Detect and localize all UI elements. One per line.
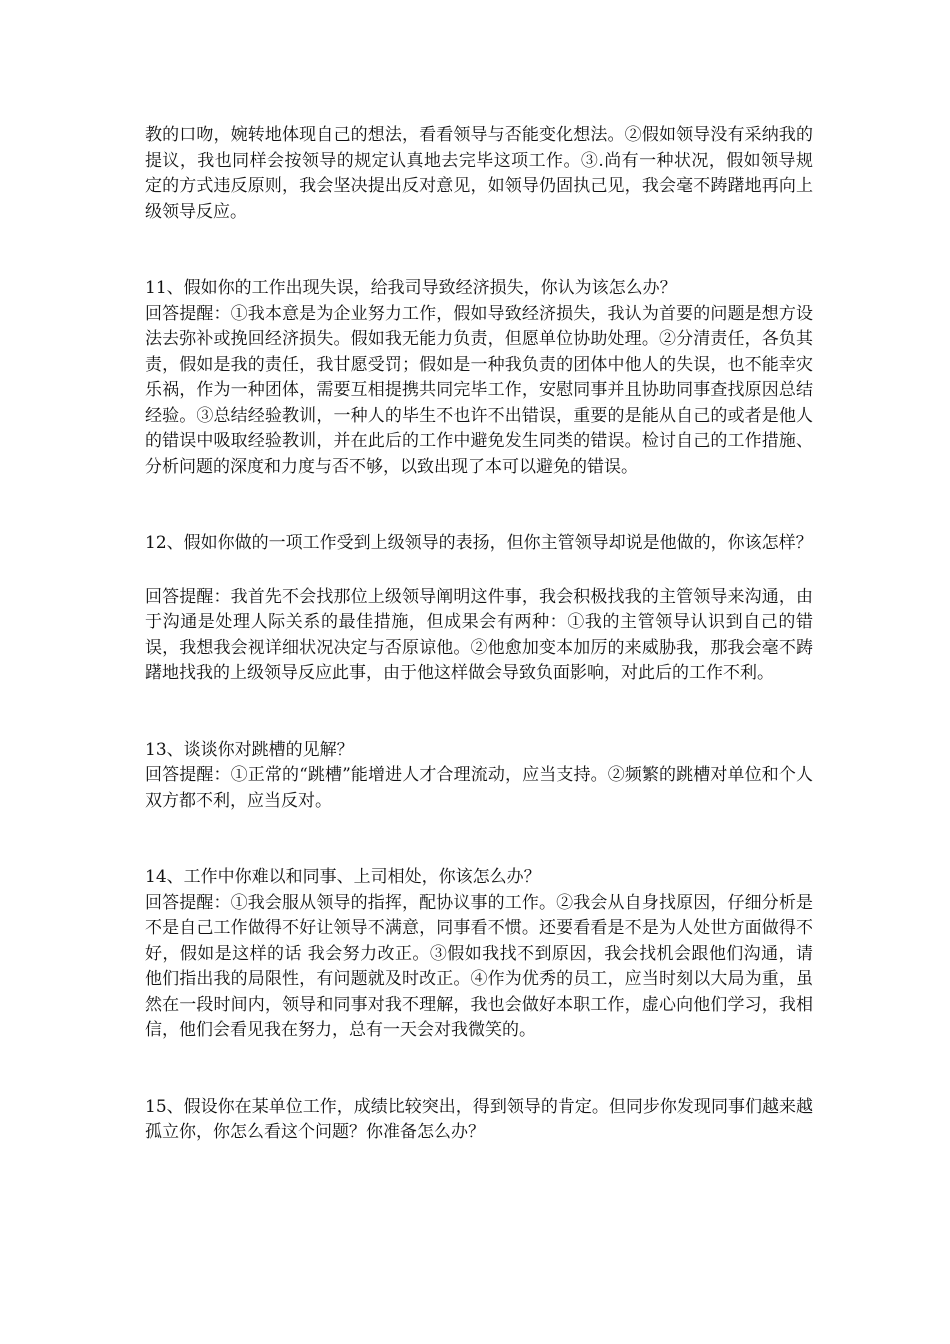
answer-12: 回答提醒：我首先不会找那位上级领导阐明这件事，我会积极找我的主管领导来沟通，由于沟通是处理人际关系的最佳措施，但成果会有两种：①我的主管领导认识到自己的错误，我想我会视详细状况决定与否原谅他。②他愈加变本加厉的来威胁我，那我会毫不踌躇地找我的上级领导反应此事，由于他这样做会导致负面影响，对此后的工作不利。	[145, 586, 813, 683]
spacer	[145, 814, 813, 865]
continuation-paragraph: 教的口吻，婉转地体现自己的想法，看看领导与否能变化想法。②假如领导没有采纳我的提议，我也同样会按领导的规定认真地去完毕这项工作。③.尚有一种状况，假如领导规定的方式违反原则，我会坚决提出反对意见，如领导仍固执己见，我会毫不踌躇地再向上级领导反应。	[145, 125, 813, 222]
answer-14: 回答提醒：①我会服从领导的指挥，配协议事的工作。②我会从自身找原因，仔细分析是不是自己工作做得不好让领导不满意，同事看不惯。还要看看是不是为人处世方面做得不好，假如是这样的话 我会努力改正。③假如我找不到原因，我会找机会跟他们沟通，请他们指出我的局限性，有问题就及时改正。④作为优秀的员工，应当时刻以大局为重，虽然在一段时间内，领导和同事对我不理解，我也会做好本职工作，虚心向他们学习，我相信，他们会看见我在努力，总有一天会对我微笑的。	[145, 892, 813, 1040]
question-12: 12、假如你做的一项工作受到上级领导的表扬，但你主管领导却说是他做的，你该怎样？	[145, 533, 813, 553]
answer-13: 回答提醒：①正常的“跳槽”能增进人才合理流动，应当支持。②频繁的跳槽对单位和个人双方都不利，应当反对。	[145, 765, 813, 811]
spacer	[145, 687, 813, 738]
question-15: 15、假设你在某单位工作，成绩比较突出，得到领导的肯定。但同步你发现同事们越来越孤立你，你怎么看这个问题？你准备怎么办？	[145, 1096, 813, 1142]
question-13: 13、谈谈你对跳槽的见解？	[145, 739, 354, 760]
spacer	[145, 1044, 813, 1095]
spacer	[145, 480, 813, 531]
answer-11: 回答提醒：①我本意是为企业努力工作，假如导致经济损失，我认为首要的问题是想方设法去弥补或挽回经济损失。假如我无能力负责，但愿单位协助处理。②分清责任，各负其责，假如是我的责任，我甘愿受罚；假如是一种我负责的团体中他人的失误，也不能幸灾乐祸，作为一种团体，需要互相提携共同完毕工作，安慰同事并且协助同事查找原因总结经验。③总结经验教训，一种人的毕生不也许不出错误，重要的是能从自己的或者是他人的错误中吸取经验教训，并在此后的工作中避免发生同类的错误。检讨自己的工作措施、分析问题的深度和力度与否不够，以致出现了本可以避免的错误。	[145, 303, 813, 477]
spacer	[145, 557, 813, 585]
document-page	[145, 123, 813, 1146]
question-11: 11、假如你的工作出现失误，给我司导致经济损失，你认为该怎么办？	[145, 278, 677, 298]
spacer	[145, 225, 813, 276]
question-14: 14、工作中你难以和同事、上司相处，你该怎么办？	[145, 867, 541, 887]
